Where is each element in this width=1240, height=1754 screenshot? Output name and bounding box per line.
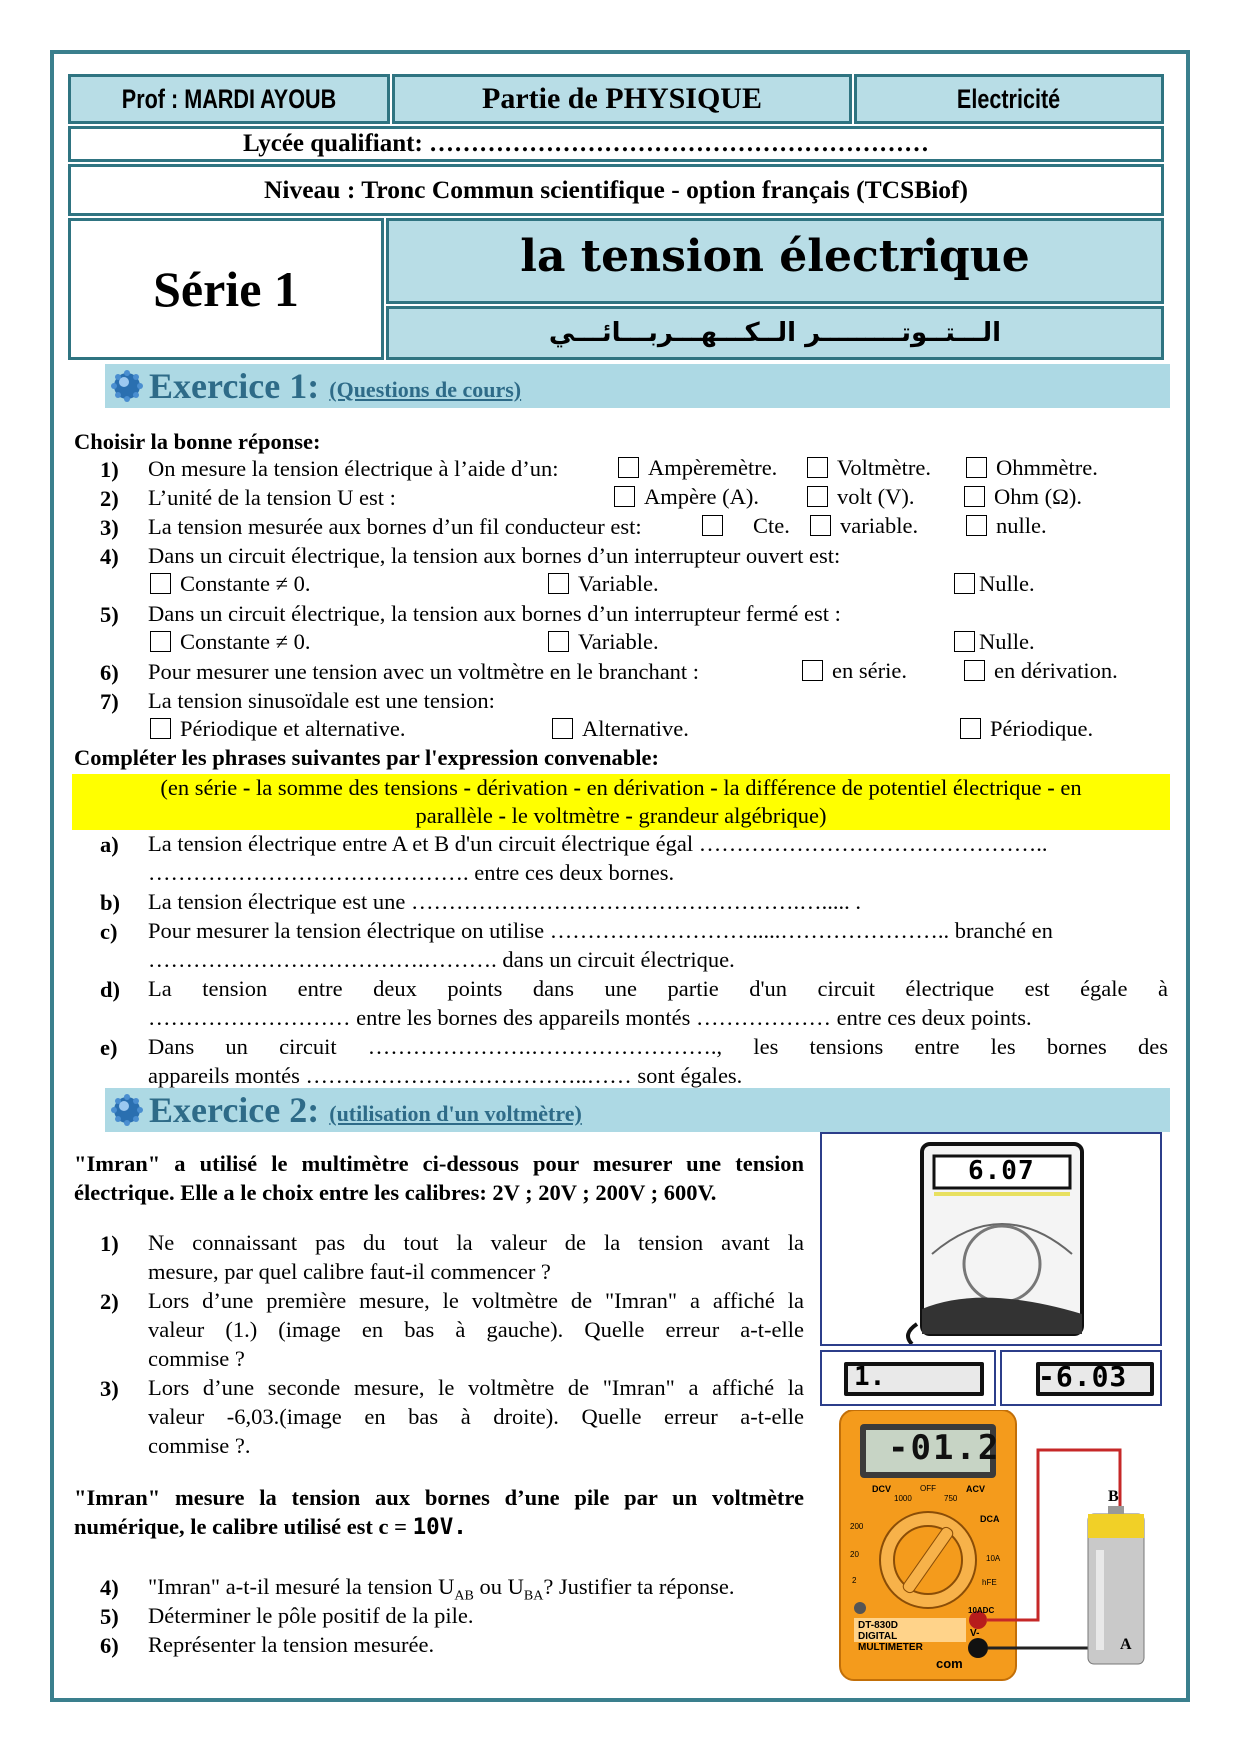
dial-label: hFE: [982, 1578, 997, 1587]
ex2-q5-number: 5): [100, 1604, 119, 1629]
checkbox[interactable]: [966, 515, 987, 536]
serie-label: Série 1: [153, 261, 299, 317]
q3-option-1[interactable]: Cte.: [702, 513, 790, 539]
sentence-e-number: e): [100, 1035, 118, 1060]
part-box: [392, 74, 852, 124]
q6-option-2[interactable]: en dérivation.: [964, 658, 1118, 684]
ex2-q2-number: 2): [100, 1289, 119, 1314]
sentence-a-line2: ……………………………………. entre ces deux bornes.: [148, 860, 675, 885]
ex2-q1-number: 1): [100, 1231, 119, 1256]
dial-label: DCV: [872, 1484, 892, 1494]
q5-option-1[interactable]: Constante ≠ 0.: [150, 629, 310, 655]
q2-option-2[interactable]: volt (V).: [807, 484, 915, 510]
dial-label: ACV: [966, 1484, 986, 1494]
display-right: [1000, 1350, 1162, 1406]
dial-label: 200: [850, 1522, 864, 1531]
word: dérivation: [476, 775, 568, 800]
niveau-line: Niveau : Tronc Commun scientifique - option français (TCSBiof): [263, 175, 969, 204]
checkbox[interactable]: [966, 457, 987, 478]
dial-label: 10ADC: [968, 1606, 995, 1615]
dial-label: 1000: [894, 1494, 912, 1503]
exercise1-banner: [105, 364, 1170, 408]
ex2-q4-number: 4): [100, 1575, 119, 1600]
q5-option-3[interactable]: Nulle.: [954, 629, 1035, 655]
q4-option-2[interactable]: Variable.: [548, 571, 659, 597]
dial-label: DCA: [980, 1514, 1000, 1524]
ex2-q5-text: Déterminer le pôle positif de la pile.: [148, 1603, 474, 1628]
q5-text: Dans un circuit électrique, la tension aux bornes d’un interrupteur fermé est :: [148, 601, 841, 626]
checkbox[interactable]: [552, 718, 573, 739]
checkbox[interactable]: [807, 457, 828, 478]
exercise2-subtitle: (utilisation d'un voltmètre): [329, 1101, 582, 1126]
ex2-q3-line3: commise ?.: [148, 1433, 251, 1458]
checkbox[interactable]: [802, 660, 823, 681]
word: la somme des tensions: [255, 775, 458, 800]
dmm-model-label: DT-830D DIGITAL MULTIMETER: [858, 1620, 923, 1653]
q7-option-2[interactable]: Alternative.: [552, 716, 689, 742]
q4-number: 4): [100, 544, 119, 569]
checkbox[interactable]: [150, 573, 171, 594]
brand-label: com: [936, 1656, 963, 1671]
q5-option-2[interactable]: Variable.: [548, 629, 659, 655]
sentence-d-line2: ……………………… entre les bornes des appareils montés ……………… entre ces deux points.: [148, 1005, 1032, 1030]
q7-option-3[interactable]: Périodique.: [960, 716, 1093, 742]
display-right-reading: -6.03: [1038, 1360, 1128, 1393]
checkbox[interactable]: [807, 486, 828, 507]
chapter-title: la tension électrique: [520, 230, 1030, 282]
topic-box: [854, 74, 1164, 124]
top-display-reading: 6.07: [968, 1156, 1035, 1186]
ex2-q2-line3: commise ?: [148, 1346, 245, 1371]
part-title: Partie de PHYSIQUE: [482, 82, 762, 115]
ex1-instruction: Choisir la bonne réponse:: [74, 429, 321, 454]
checkbox[interactable]: [960, 718, 981, 739]
battery-terminal-a: A: [1120, 1636, 1132, 1653]
q1-option-1[interactable]: Ampèremètre.: [618, 455, 777, 481]
serie-box: [68, 218, 384, 360]
word: grandeur algébrique: [638, 803, 820, 828]
q1-number: 1): [100, 457, 119, 482]
checkbox[interactable]: [702, 515, 723, 536]
dial-label: 2: [852, 1576, 857, 1585]
checkbox[interactable]: [810, 515, 831, 536]
q2-option-3[interactable]: Ohm (Ω).: [964, 484, 1082, 510]
checkbox[interactable]: [964, 660, 985, 681]
q2-text: L’unité de la tension U est :: [148, 485, 396, 510]
dial-label: 20: [850, 1550, 859, 1559]
ex2-q1-line2: mesure, par quel calibre faut-il commencer ?: [148, 1259, 551, 1284]
checkbox[interactable]: [150, 631, 171, 652]
niveau-box: [68, 164, 1164, 216]
sentence-d-line1: La tension entre deux points dans une partie d'un circuit électrique est égale à: [148, 976, 1168, 1001]
q7-text: La tension sinusoïdale est une tension:: [148, 688, 495, 713]
checkbox[interactable]: [150, 718, 171, 739]
sentence-e-line1: Dans un circuit ………………….……………………., les tensions entre les bornes des: [148, 1034, 1168, 1059]
q6-number: 6): [100, 660, 119, 685]
q1-text: On mesure la tension électrique à l’aide d’un:: [148, 456, 559, 481]
sentence-a-line1: La tension électrique entre A et B d'un circuit électrique égal ………………………………………..: [148, 831, 1048, 856]
q6-option-1[interactable]: en série.: [802, 658, 907, 684]
q5-number: 5): [100, 602, 119, 627]
ex2-intro2-line2: numérique, le calibre utilisé est c = 10V.: [74, 1514, 467, 1540]
exercise2-title: Exercice 2:: [149, 1090, 320, 1130]
q2-option-1[interactable]: Ampère (A).: [614, 484, 759, 510]
q4-option-1[interactable]: Constante ≠ 0.: [150, 571, 310, 597]
exercise2-banner: [105, 1088, 1170, 1132]
dial-label: 750: [944, 1494, 958, 1503]
sentence-c-line2: ……………………………….………. dans un circuit électrique.: [148, 947, 735, 972]
checkbox[interactable]: [954, 573, 975, 594]
dial-label: 10A: [986, 1554, 1001, 1563]
prof-name: Prof : MARDI AYOUB: [121, 83, 337, 114]
gear-bullet-icon: [111, 370, 143, 402]
dial-label: OFF: [920, 1484, 936, 1493]
sentence-b-line1: La tension électrique est une …………………………………………….…..... .: [148, 889, 862, 914]
q1-option-3[interactable]: Ohmmètre.: [966, 455, 1098, 481]
checkbox[interactable]: [618, 457, 639, 478]
word: la différence de potentiel électrique: [723, 775, 1042, 800]
ex2-q6-text: Représenter la tension mesurée.: [148, 1632, 435, 1657]
lycee-box: [68, 126, 1164, 162]
checkbox[interactable]: [964, 486, 985, 507]
display-left-reading: 1.: [854, 1362, 886, 1392]
ex2-q3-line2: valeur -6,03.(image en bas à droite). Quelle erreur a-t-elle: [148, 1404, 804, 1429]
sentence-b-number: b): [100, 890, 121, 915]
title-box: [386, 218, 1164, 304]
word: en série: [167, 775, 238, 800]
checkbox[interactable]: [954, 631, 975, 652]
word: le voltmètre: [511, 803, 620, 828]
ex2-intro-line2: électrique. Elle a le choix entre les calibres: 2V ; 20V ; 200V ; 600V.: [74, 1180, 717, 1205]
battery-terminal-b: B: [1108, 1488, 1119, 1505]
q3-option-3[interactable]: nulle.: [966, 513, 1047, 539]
dmm-display-reading: -01.2: [888, 1428, 1001, 1468]
sentence-d-number: d): [100, 977, 121, 1002]
exercise1-title: Exercice 1:: [149, 366, 320, 406]
q1-option-2[interactable]: Voltmètre.: [807, 455, 931, 481]
display-left: [820, 1350, 996, 1406]
multimeter-photo-top: [820, 1132, 1162, 1346]
multimeter-battery-diagram: [820, 1410, 1162, 1682]
q2-number: 2): [100, 486, 119, 511]
ex2-q2-line2: valeur (1.) (image en bas à gauche). Quelle erreur a-t-elle: [148, 1317, 804, 1342]
sentence-c-number: c): [100, 919, 118, 944]
calibre-value: 10V.: [412, 1514, 467, 1540]
ex2-intro-line1: "Imran" a utilisé le multimètre ci-dessous pour mesurer une tension: [74, 1151, 804, 1176]
q7-number: 7): [100, 689, 119, 714]
q3-number: 3): [100, 515, 119, 540]
prof-box: [68, 74, 390, 124]
ex2-q1-line1: Ne connaissant pas du tout la valeur de la tension avant la: [148, 1230, 804, 1255]
q7-option-1[interactable]: Périodique et alternative.: [150, 716, 406, 742]
dial-label: V-: [970, 1628, 980, 1639]
q6-text: Pour mesurer une tension avec un voltmètre en le branchant :: [148, 659, 700, 684]
sentence-a-number: a): [100, 832, 119, 857]
ex2-q6-number: 6): [100, 1633, 119, 1658]
complete-instruction: Compléter les phrases suivantes par l'expression convenable:: [74, 745, 660, 770]
checkbox[interactable]: [548, 573, 569, 594]
topic-label: Electricité: [957, 83, 1061, 114]
title-ar-box: [386, 306, 1164, 360]
exercise1-subtitle: (Questions de cours): [329, 377, 522, 402]
checkbox[interactable]: [548, 631, 569, 652]
q3-option-2[interactable]: variable.: [810, 513, 918, 539]
lycee-line: Lycée qualifiant: ……………………………………………………: [242, 130, 930, 157]
sentence-e-line2: appareils montés ………………………………..…… sont égales.: [148, 1063, 743, 1088]
ex2-q3-line1: Lors d’une seconde mesure, le voltmètre de "Imran" a affiché la: [148, 1375, 804, 1400]
ex2-intro2-line1: "Imran" mesure la tension aux bornes d’une pile par un voltmètre: [74, 1485, 804, 1510]
chapter-title-arabic: الـــتــوتـــــــــر الــكـــهـــربـــائـــي: [548, 318, 1002, 348]
word: en dérivation: [586, 775, 705, 800]
gear-bullet-icon: [111, 1094, 143, 1126]
word-bank: (en série - la somme des tensions - dérivation - en dérivation - la différence de potentiel électrique - en parallèle - le voltmètre - grandeur algébrique): [72, 774, 1170, 830]
ex2-q4-text: "Imran" a-t-il mesuré la tension $U_{AB}$ ou $U_{BA}$? Justifier ta réponse.: [148, 1574, 735, 1604]
ex2-q2-line1: Lors d’une première mesure, le voltmètre de "Imran" a affiché la: [148, 1288, 804, 1313]
q4-text: Dans un circuit électrique, la tension aux bornes d’un interrupteur ouvert est:: [148, 543, 841, 568]
sentence-c-line1: Pour mesurer la tension électrique on utilise ……………………….....………………….. branché en: [148, 918, 1053, 943]
ex2-q3-number: 3): [100, 1376, 119, 1401]
q4-option-3[interactable]: Nulle.: [954, 571, 1035, 597]
checkbox[interactable]: [614, 486, 635, 507]
q3-text: La tension mesurée aux bornes d’un fil conducteur est:: [148, 514, 642, 539]
